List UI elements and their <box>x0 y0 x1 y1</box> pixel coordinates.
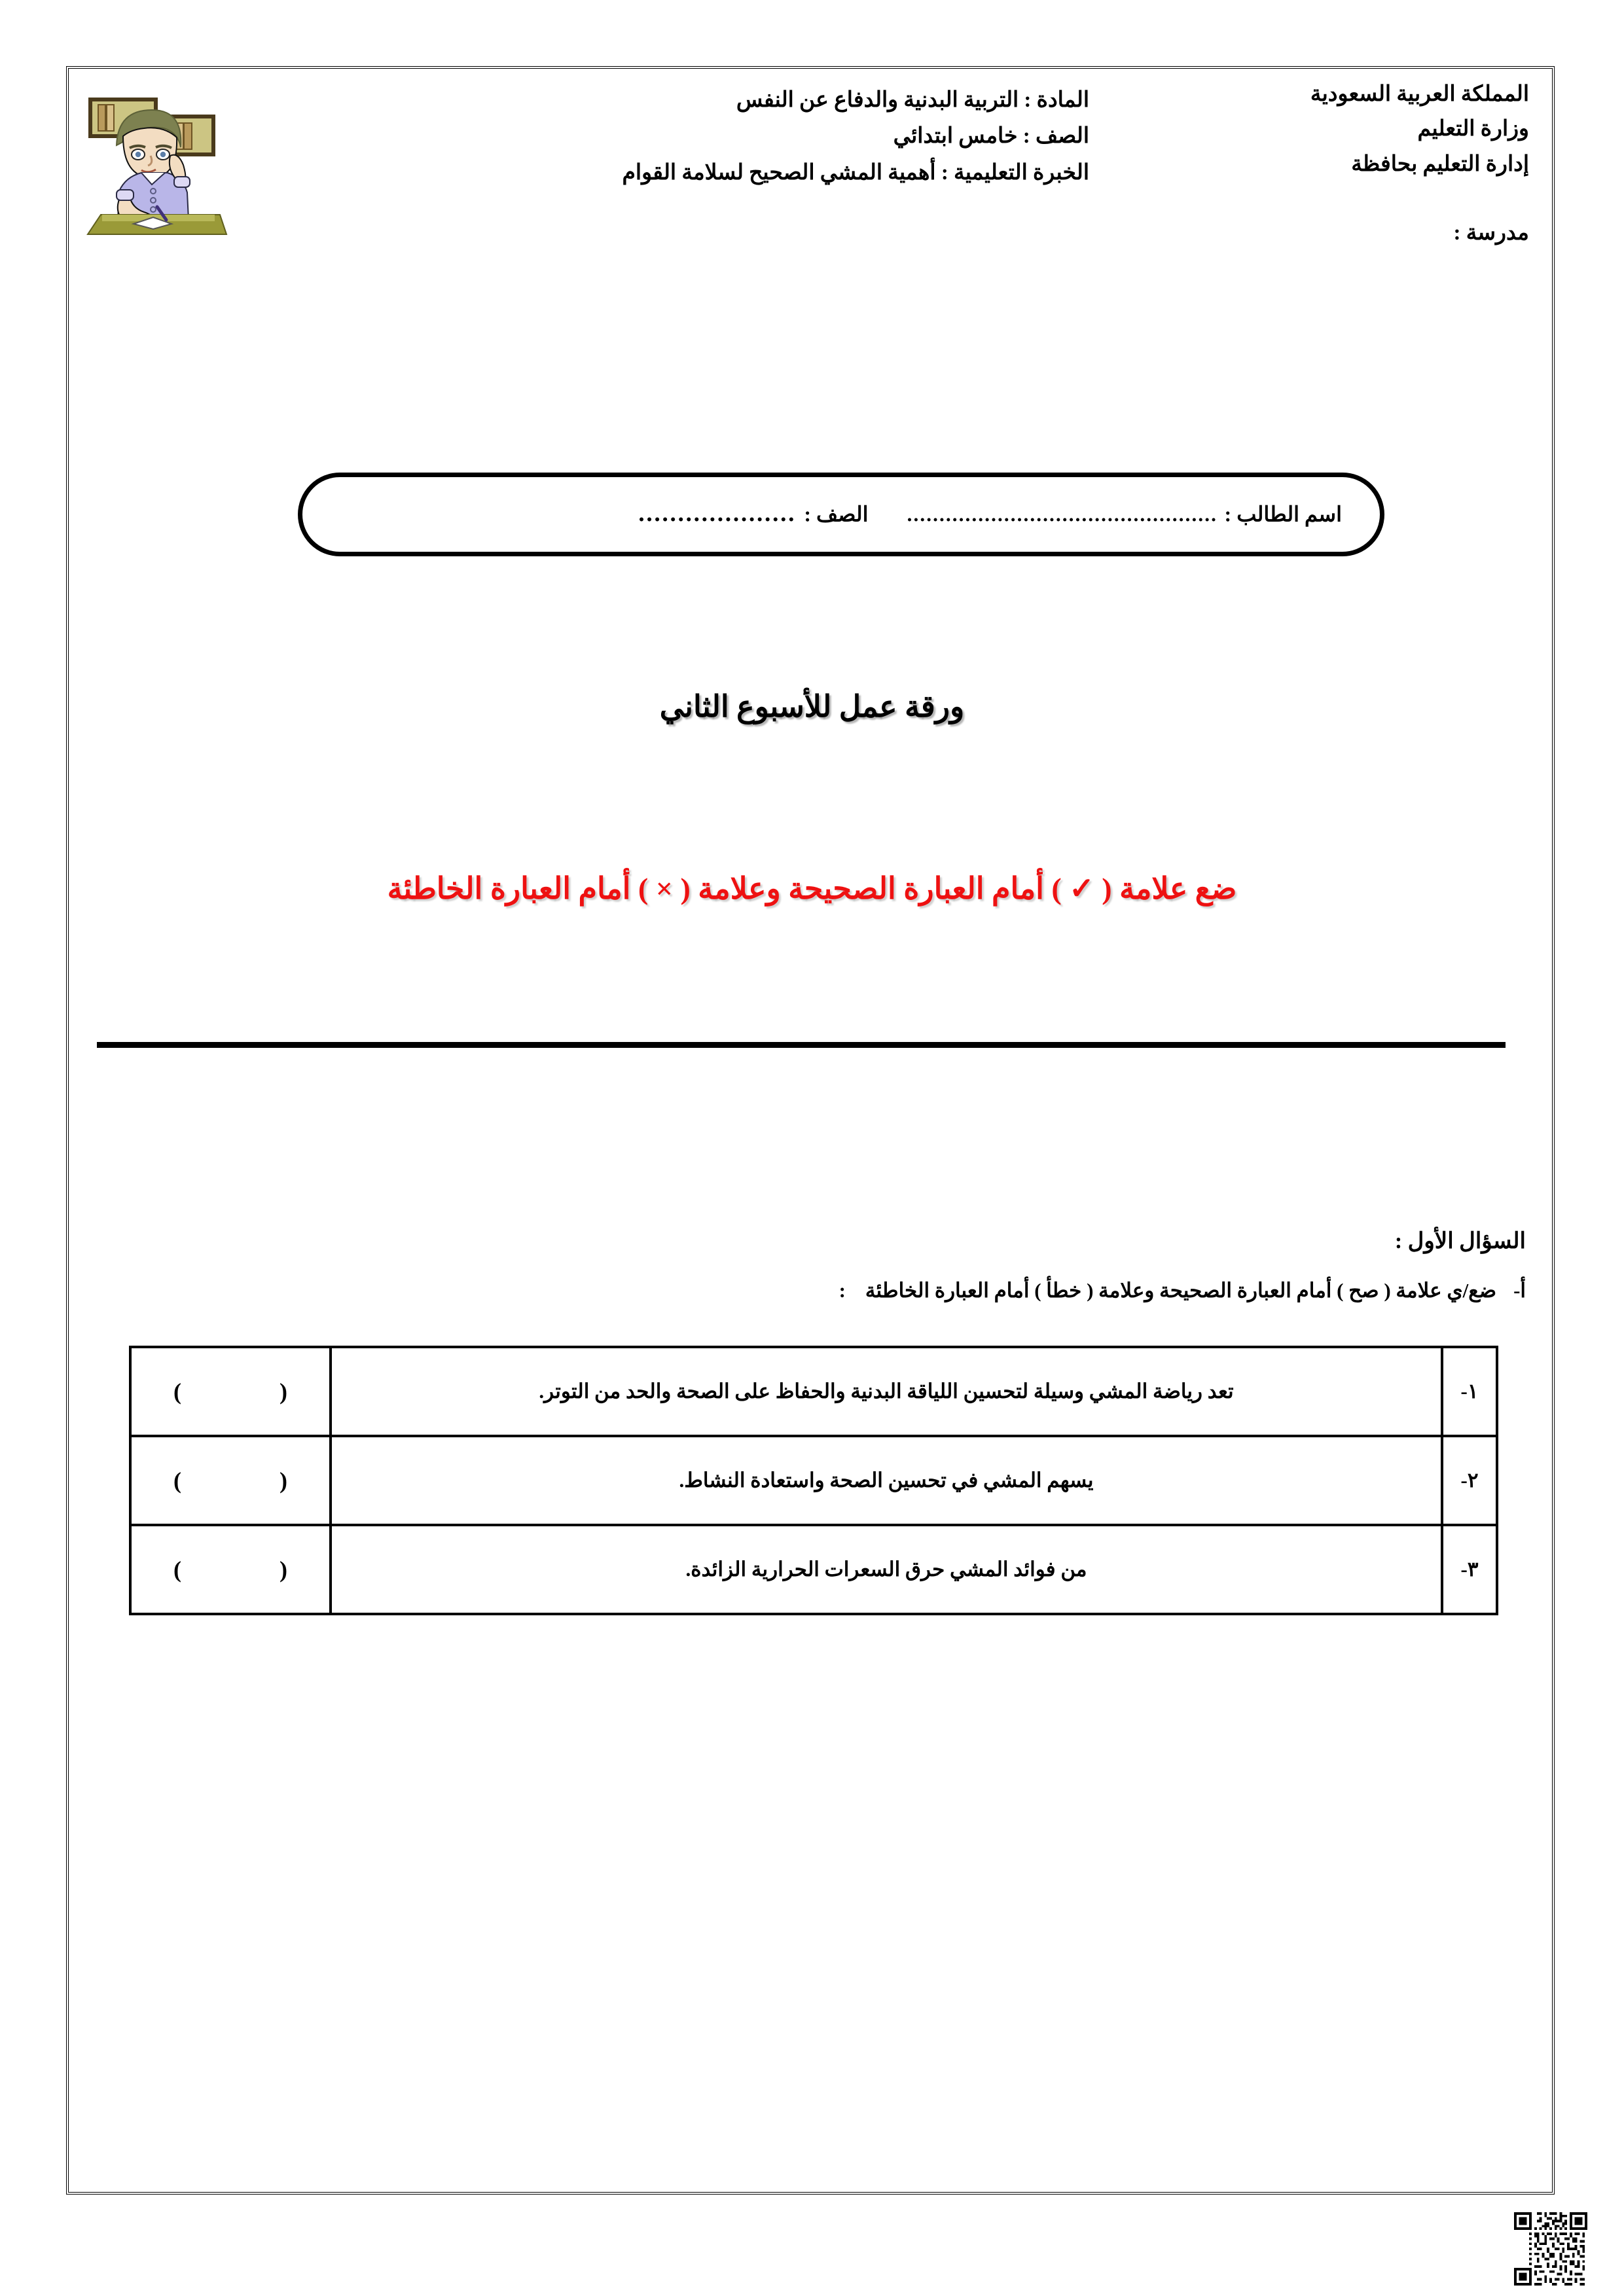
row-number: ٢- <box>1442 1436 1497 1525</box>
header-learning-experience: الخبرة التعليمية : أهمية المشي الصحيح لسلامة القوام <box>622 160 1089 185</box>
answer-brackets[interactable] <box>173 1556 287 1583</box>
row-number: ٣- <box>1442 1525 1497 1614</box>
instruction-line: ضع علامة ( ✓ ) أمام العبارة الصحيحة وعلامة ( × ) أمام العبارة الخاطئة <box>387 872 1237 905</box>
header-ministry: وزارة التعليم <box>1417 117 1529 141</box>
row-statement: تعد رياضة المشي وسيلة لتحسين اللياقة البدنية والحفاظ على الصحة والحد من التوتر. <box>331 1347 1442 1436</box>
student-info-fields <box>629 502 1342 528</box>
header-left-block <box>623 82 1090 191</box>
worksheet-title: ورقة عمل للأسبوع الثاني <box>659 690 965 723</box>
student-class-label: الصف : <box>804 502 869 526</box>
table-row <box>130 1436 1497 1525</box>
header-education-dept: إدارة التعليم بحافظة <box>1351 152 1529 176</box>
row-statement: من فوائد المشي حرق السعرات الحرارية الزائدة. <box>331 1525 1442 1614</box>
table-row <box>130 1347 1497 1436</box>
student-name-label: اسم الطالب : <box>1224 502 1342 526</box>
answer-brackets[interactable] <box>173 1378 287 1405</box>
question-heading: السؤال الأول : <box>1394 1229 1526 1253</box>
true-false-table <box>129 1346 1498 1615</box>
page-border <box>66 66 1555 2195</box>
qr-code[interactable] <box>1514 2212 1587 2286</box>
header-right-block <box>1310 77 1529 251</box>
answer-open-paren: ( <box>280 1556 287 1583</box>
answer-close-paren: ) <box>173 1378 181 1405</box>
question-marker: أ- <box>1513 1279 1526 1302</box>
student-class-input[interactable] <box>640 518 793 522</box>
question-prompt: ضع/ي علامة ( صح ) أمام العبارة الصحيحة وعلامة ( خطأ ) أمام العبارة الخاطئة <box>865 1279 1497 1302</box>
answer-open-paren: ( <box>280 1378 287 1405</box>
section-divider <box>97 1042 1506 1048</box>
page-header <box>79 77 1541 245</box>
answer-brackets[interactable] <box>173 1467 287 1494</box>
answer-close-paren: ) <box>173 1556 181 1583</box>
header-kingdom: المملكة العربية السعودية <box>1310 82 1529 106</box>
header-subject: المادة : التربية البدنية والدفاع عن النفس <box>736 88 1089 112</box>
row-statement: يسهم المشي في تحسين الصحة واستعادة النشاط. <box>331 1436 1442 1525</box>
student-name-input[interactable] <box>908 518 1216 522</box>
row-answer-cell[interactable] <box>130 1436 331 1525</box>
answer-open-paren: ( <box>280 1467 287 1494</box>
header-school-label: مدرسة : <box>1453 221 1529 245</box>
answer-close-paren: ) <box>173 1467 181 1494</box>
row-answer-cell[interactable] <box>130 1347 331 1436</box>
header-grade: الصف : خامس ابتدائي <box>893 124 1089 149</box>
question-prompt-row <box>839 1279 1526 1302</box>
student-info-box <box>298 473 1384 556</box>
table-row <box>130 1525 1497 1614</box>
question-prompt-colon: : <box>839 1279 846 1302</box>
row-number: ١- <box>1442 1347 1497 1436</box>
student-studying-clipart <box>79 85 229 236</box>
row-answer-cell[interactable] <box>130 1525 331 1614</box>
